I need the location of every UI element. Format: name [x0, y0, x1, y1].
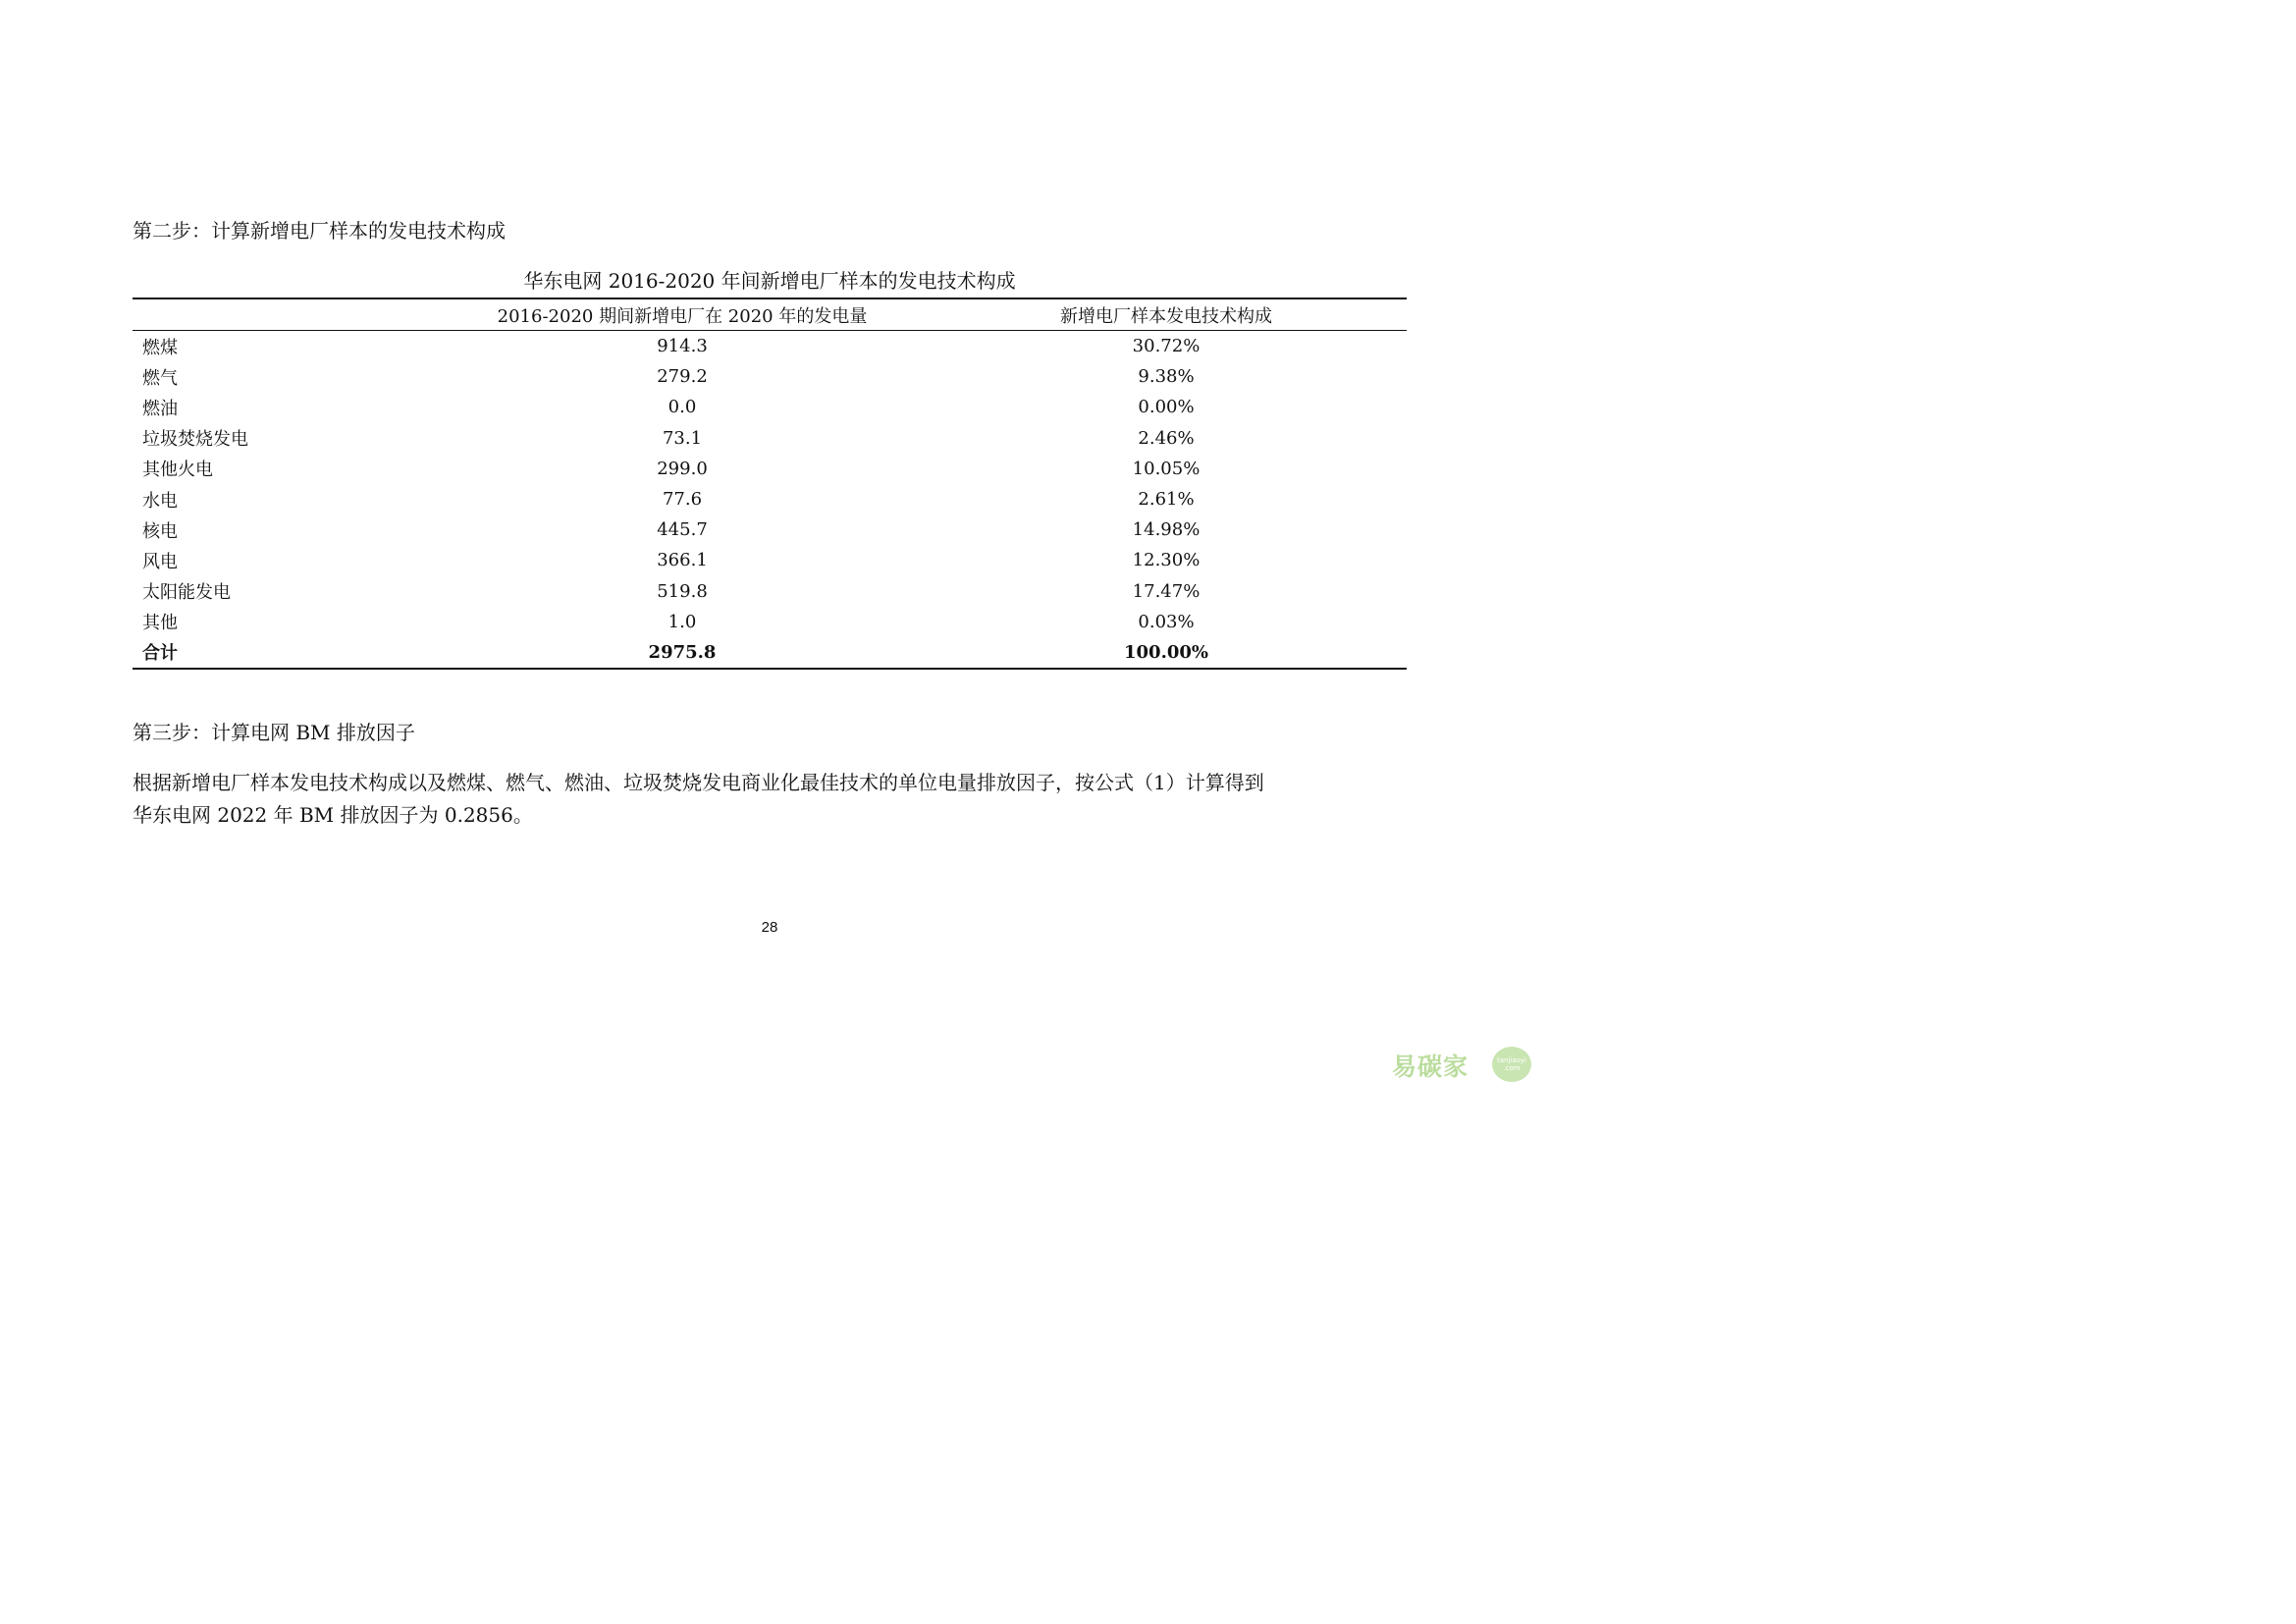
- watermark-logo: [1382, 1045, 1534, 1084]
- table-row: [133, 423, 1407, 454]
- cell-share: 2.46%: [1138, 427, 1195, 449]
- cell-share: 0.03%: [1138, 611, 1195, 632]
- cell-share: 30.72%: [1132, 336, 1201, 357]
- cell-generation: 77.6: [662, 489, 703, 511]
- cell-technology: 其他火电: [142, 460, 213, 481]
- cell-share: 17.47%: [1132, 580, 1201, 602]
- cell-generation: 519.8: [657, 580, 708, 602]
- cell-generation: 445.7: [657, 519, 708, 541]
- header-share: 新增电厂样本发电技术构成: [926, 298, 1407, 331]
- watermark-text: 易碳家: [1392, 1053, 1469, 1081]
- cell-share: 14.98%: [1132, 519, 1201, 541]
- table-row: [133, 454, 1407, 484]
- cell-technology: 核电: [142, 520, 178, 542]
- cell-share: 9.38%: [1138, 366, 1195, 388]
- table-row: [133, 392, 1407, 422]
- table-row: [133, 484, 1407, 514]
- cell-generation: 0.0: [667, 397, 697, 418]
- total-generation: 2975.8: [648, 641, 717, 663]
- cell-technology: 其他: [142, 613, 178, 634]
- cell-technology: 风电: [142, 551, 178, 572]
- table-header-row: [133, 298, 1407, 331]
- total-label: 合计: [142, 643, 178, 665]
- table-row: [133, 545, 1407, 575]
- cell-generation: 279.2: [657, 366, 708, 388]
- page-number: 28: [761, 919, 778, 936]
- total-share: 100.00%: [1124, 641, 1208, 663]
- result-paragraph: [133, 767, 1409, 832]
- cell-technology: 太阳能发电: [142, 582, 231, 604]
- paragraph-line-1: 根据新增电厂样本发电技术构成以及燃煤、燃气、燃油、垃圾焚烧发电商业化最佳技术的单位电量排放因子，按公式（1）计算得到: [133, 771, 1264, 794]
- table-row: [133, 361, 1407, 392]
- step2-heading: 第二步：计算新增电厂样本的发电技术构成: [133, 219, 506, 243]
- table-total-row: [133, 637, 1407, 669]
- paragraph-line-2: 华东电网 2022 年 BM 排放因子为 0.2856。: [133, 803, 533, 827]
- cell-technology: 燃气: [142, 367, 178, 389]
- cell-technology: 垃圾焚烧发电: [142, 429, 248, 451]
- cell-generation: 366.1: [657, 550, 708, 571]
- watermark-url-top: tanjiaoyi: [1496, 1056, 1527, 1064]
- header-technology: [133, 298, 439, 331]
- cell-technology: 燃煤: [142, 337, 178, 358]
- cell-share: 2.61%: [1138, 489, 1195, 511]
- cell-generation: 73.1: [662, 427, 703, 449]
- watermark-url: [1492, 1056, 1531, 1072]
- cell-share: 12.30%: [1132, 550, 1201, 571]
- cell-share: 0.00%: [1138, 397, 1195, 418]
- generation-mix-table: [133, 298, 1407, 670]
- table-caption: 华东电网 2016-2020 年间新增电厂样本的发电技术构成: [523, 269, 1016, 293]
- header-generation: 2016-2020 期间新增电厂在 2020 年的发电量: [439, 298, 926, 331]
- cell-generation: 914.3: [657, 336, 708, 357]
- cell-generation: 1.0: [667, 611, 697, 632]
- cell-technology: 燃油: [142, 398, 178, 419]
- table-row: [133, 576, 1407, 607]
- table-row: [133, 514, 1407, 545]
- table-row: [133, 331, 1407, 362]
- step3-heading: 第三步：计算电网 BM 排放因子: [133, 721, 415, 744]
- cell-generation: 299.0: [657, 458, 708, 479]
- cell-technology: 水电: [142, 490, 178, 512]
- watermark-circle-icon: [1492, 1047, 1531, 1082]
- table-row: [133, 607, 1407, 637]
- watermark-url-bottom: .com: [1503, 1064, 1521, 1072]
- cell-share: 10.05%: [1132, 458, 1201, 479]
